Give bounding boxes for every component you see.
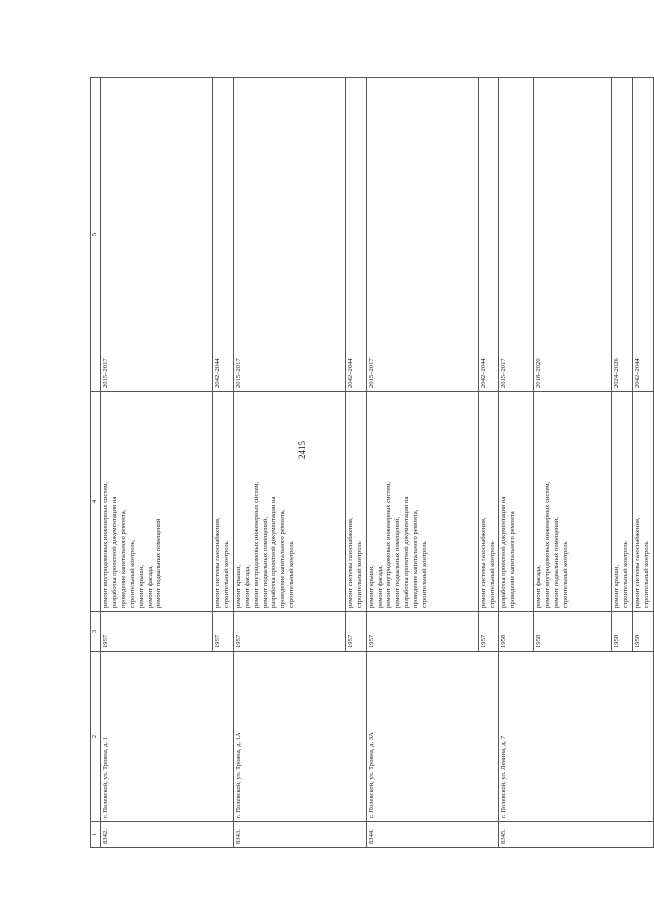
year-cell: 1957 [478,612,499,652]
page-number: 2415 [297,441,307,459]
year-cell: 1957 [233,612,345,652]
work-line: ремонт внутридомовых инженерных систем, [385,481,393,608]
year-cell: 1958 [633,612,654,652]
header-cell: 5 [91,78,101,392]
period-cell: 2015–2017 [499,78,534,392]
work-line: ремонт системы газоснабжения, [214,517,221,608]
work-line: ремонт внутридомовых инженерных систем, [102,481,109,608]
work-line: ремонт фасада, [376,565,384,608]
header-cell: 4 [91,392,101,612]
header-cell: 2 [91,652,101,822]
work-line: строительный контроль [562,541,570,608]
address-cell: г. Полевской, ул. Ленина, д. 7 [499,652,654,822]
table-row [499,78,534,848]
work-line: ремонт крыши, [367,565,375,608]
work-cell [366,392,478,612]
work-line: ремонт подвальных помещений, [553,517,561,608]
work-line: ремонт фасада, [243,565,251,608]
work-line: разработка проектной документации на [403,496,411,608]
header-cell: 1 [91,822,101,848]
period-cell: 2042–2044 [345,78,366,392]
work-line: разработка проектной документации на [110,496,118,608]
work-cell [534,392,612,612]
year-cell: 1957 [345,612,366,652]
work-line: строительный контроль, [128,539,136,608]
work-line: ремонт крыши, [613,565,621,608]
year-cell: 1957 [366,612,478,652]
work-cell [345,392,366,612]
work-cell [101,392,213,612]
work-cell [478,392,499,612]
period-cell: 2015–2017 [101,78,213,392]
work-line: ремонт системы газоснабжения, [346,517,354,608]
year-cell: 1958 [499,612,534,652]
work-line: проведение капитального ремонта, [279,509,287,608]
row-number-cell: 8342. [101,822,234,848]
table-body [101,78,654,848]
table-row [233,78,345,848]
work-line: ремонт системы газоснабжения, [634,517,642,608]
period-cell: 2018–2020 [534,78,612,392]
work-line: ремонт подвальных помещений, [394,517,402,608]
work-line: ремонт подвальных помещений, [261,517,269,608]
work-line: строительный контроль [622,541,630,608]
work-cell [612,392,633,612]
work-line: разработка проектной документации на [270,496,278,608]
work-cell [633,392,654,612]
table-row [366,78,478,848]
work-line: ремонт фасада, [146,565,154,608]
work-line: проведение капитального ремонта, [412,509,420,608]
period-cell: 2042–2044 [213,78,234,392]
year-cell: 1957 [101,612,213,652]
work-line: ремонт внутридомовых инженерных систем, [544,481,552,608]
period-cell: 2042–2044 [633,78,654,392]
row-number-cell: 8345. [499,822,654,848]
repair-schedule-table [90,77,654,848]
header-row [91,78,101,848]
period-cell: 2024–2026 [612,78,633,392]
year-cell: 1957 [213,612,234,652]
work-line: разработка проектной документации на [500,496,508,608]
header-cell: 3 [91,612,101,652]
work-line: ремонт крыши, [137,565,145,608]
work-line: строительный контроль [643,541,651,608]
address-cell: г. Полевской, ул. Трояна, д. 1 [101,652,234,822]
work-line: строительный контроль [421,541,429,608]
table-row [101,78,213,848]
work-line: ремонт подвальных помещений [155,518,163,608]
work-line: ремонт крыши, [234,565,242,608]
rotated-table-container [90,78,651,848]
work-line: строительный контроль [488,541,496,608]
work-cell [213,392,234,612]
work-line: ремонт фасада, [535,565,543,608]
work-line: ремонт системы газоснабжения, [479,517,487,608]
work-cell [499,392,534,612]
year-cell: 1958 [612,612,633,652]
work-line: строительный контроль [355,541,363,608]
period-cell: 2015–2017 [233,78,345,392]
period-cell: 2015–2017 [366,78,478,392]
work-cell [233,392,345,612]
period-cell: 2042–2044 [478,78,499,392]
work-line: строительный контроль [222,541,230,608]
work-line: строительный контроль [288,541,296,608]
work-line: ремонт внутридомовых инженерных систем, [252,481,260,608]
row-number-cell: 8344. [366,822,499,848]
work-line: проведение капитального ремонта, [119,509,127,608]
row-number-cell: 8343. [233,822,366,848]
year-cell: 1958 [534,612,612,652]
address-cell: г. Полевской, ул. Трояна, д. 3А [366,652,499,822]
address-cell: г. Полевской, ул. Трояна, д. 1А [233,652,366,822]
work-line: проведение капитального ремонта [509,511,517,608]
